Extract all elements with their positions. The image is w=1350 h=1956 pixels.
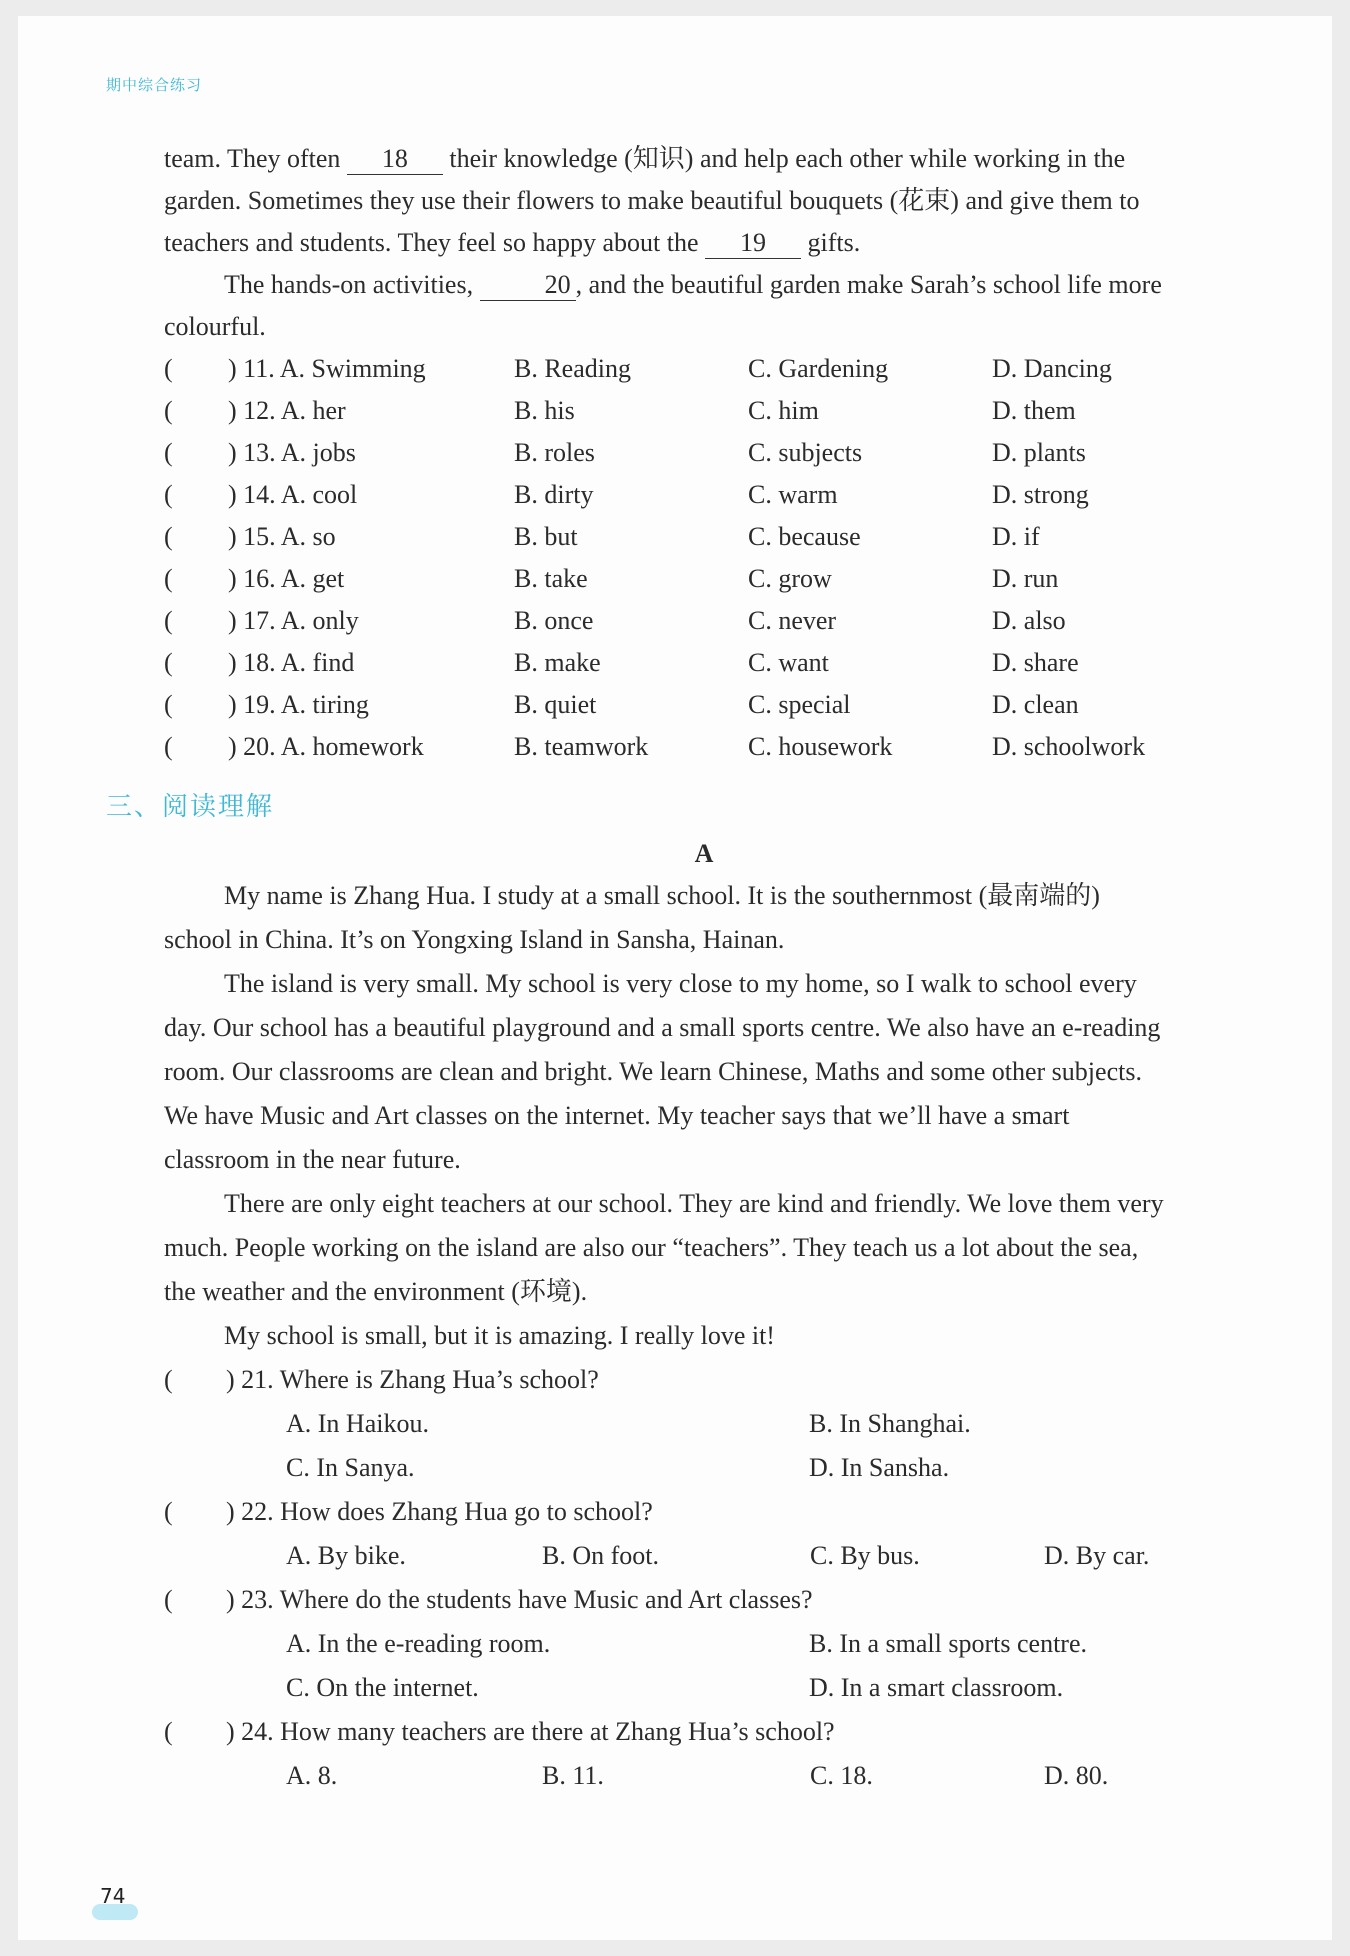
cloze-line: colourful.	[164, 312, 266, 341]
answer-paren[interactable]: (	[164, 1585, 173, 1614]
question-text: ) 23. Where do the students have Music and Art classes?	[226, 1585, 813, 1614]
answer-paren[interactable]: (	[164, 438, 173, 467]
answer-option: B. In Shanghai.	[809, 1409, 971, 1438]
passage-line: My school is small, but it is amazing. I really love it!	[224, 1321, 775, 1350]
option-row-13: ( ) 13. A. jobs B. roles C. subjects D. plants	[164, 432, 1244, 474]
question-23	[164, 1578, 1244, 1710]
option-row-11: ( ) 11. A. Swimming B. Reading C. Gardening D. Dancing	[164, 348, 1244, 390]
page-number: 74	[100, 1884, 126, 1908]
option-row-20: ( ) 20. A. homework B. teamwork C. housework D. schoolwork	[164, 726, 1244, 768]
option-row-15: ( ) 15. A. so B. but C. because D. if	[164, 516, 1244, 558]
answer-paren[interactable]: (	[164, 522, 173, 551]
question-text: ) 24. How many teachers are there at Zhang Hua’s school?	[226, 1717, 835, 1746]
answer-option: D. In a smart classroom.	[809, 1673, 1064, 1702]
passage-line: classroom in the near future.	[164, 1145, 461, 1174]
cloze-options	[164, 348, 1244, 768]
answer-option: C. On the internet.	[286, 1673, 479, 1702]
answer-option: D. In Sansha.	[809, 1453, 950, 1482]
answer-paren[interactable]: (	[164, 648, 173, 677]
question-text: ) 21. Where is Zhang Hua’s school?	[226, 1365, 599, 1394]
answer-option: B. On foot.	[542, 1541, 659, 1570]
cloze-line: teachers and students. They feel so happy about the 19 gifts.	[164, 228, 861, 257]
option-row-17: ( ) 17. A. only B. once C. never D. also	[164, 600, 1244, 642]
answer-paren[interactable]: (	[164, 1365, 173, 1394]
cloze-line: The hands-on activities, 20 , and the beautiful garden make Sarah’s school life more	[224, 270, 1162, 299]
answer-paren[interactable]: (	[164, 564, 173, 593]
option-row-16: ( ) 16. A. get B. take C. grow D. run	[164, 558, 1244, 600]
passage-line: much. People working on the island are also our “teachers”. They teach us a lot about the sea,	[164, 1233, 1139, 1262]
section-title: 三、阅读理解	[106, 792, 275, 822]
answer-option: B. In a small sports centre.	[809, 1629, 1087, 1658]
answer-option: A. In Haikou.	[286, 1409, 429, 1438]
option-row-12: ( ) 12. A. her B. his C. him D. them	[164, 390, 1244, 432]
answer-paren[interactable]: (	[164, 606, 173, 635]
passage-line: My name is Zhang Hua. I study at a small school. It is the southernmost (最南端的)	[224, 881, 1100, 910]
passage	[164, 874, 1244, 1358]
passage-line: There are only eight teachers at our school. They are kind and friendly. We love them very	[224, 1189, 1164, 1218]
passage-title: A	[694, 839, 714, 868]
question-text: ) 22. How does Zhang Hua go to school?	[226, 1497, 653, 1526]
blank-19: 19	[705, 228, 801, 259]
answer-paren[interactable]: (	[164, 690, 173, 719]
passage-line: room. Our classrooms are clean and bright. We learn Chinese, Maths and some other subjects.	[164, 1057, 1142, 1086]
passage-line: We have Music and Art classes on the internet. My teacher says that we’ll have a smart	[164, 1101, 1070, 1130]
answer-option: A. In the e-reading room.	[286, 1629, 551, 1658]
option-row-14: ( ) 14. A. cool B. dirty C. warm D. strong	[164, 474, 1244, 516]
content	[106, 138, 1244, 1798]
cloze-line: garden. Sometimes they use their flowers to make beautiful bouquets (花束) and give them to	[164, 186, 1140, 215]
question-22	[164, 1490, 1244, 1578]
answer-paren[interactable]: (	[164, 732, 173, 761]
question-24	[164, 1710, 1244, 1798]
answer-option: C. In Sanya.	[286, 1453, 415, 1482]
answer-option: A. By bike.	[286, 1541, 406, 1570]
answer-paren[interactable]: (	[164, 396, 173, 425]
answer-paren[interactable]: (	[164, 354, 173, 383]
answer-option: B. 11.	[542, 1761, 604, 1790]
answer-option: D. 80.	[1044, 1761, 1109, 1790]
answer-option: C. 18.	[810, 1761, 873, 1790]
passage-line: school in China. It’s on Yongxing Island in Sansha, Hainan.	[164, 925, 785, 954]
option-row-19: ( ) 19. A. tiring B. quiet C. special D. clean	[164, 684, 1244, 726]
header-title: 期中综合练习	[106, 76, 203, 94]
page	[18, 16, 1332, 1940]
passage-line: the weather and the environment (环境).	[164, 1277, 588, 1306]
option-row-18: ( ) 18. A. find B. make C. want D. share	[164, 642, 1244, 684]
cloze-line: team. They often 18 their knowledge (知识) and help each other while working in the	[164, 144, 1126, 173]
passage-line: day. Our school has a beautiful playground and a small sports centre. We also have an e-reading	[164, 1013, 1161, 1042]
passage-line: The island is very small. My school is very close to my home, so I walk to school every	[224, 969, 1137, 998]
blank-20: 20	[480, 270, 576, 301]
blank-18: 18	[347, 144, 443, 175]
answer-paren[interactable]: (	[164, 1497, 173, 1526]
answer-paren[interactable]: (	[164, 1717, 173, 1746]
answer-paren[interactable]: (	[164, 480, 173, 509]
answer-option: A. 8.	[286, 1761, 338, 1790]
answer-option: D. By car.	[1044, 1541, 1150, 1570]
question-21	[164, 1358, 1244, 1490]
answer-option: C. By bus.	[810, 1541, 920, 1570]
